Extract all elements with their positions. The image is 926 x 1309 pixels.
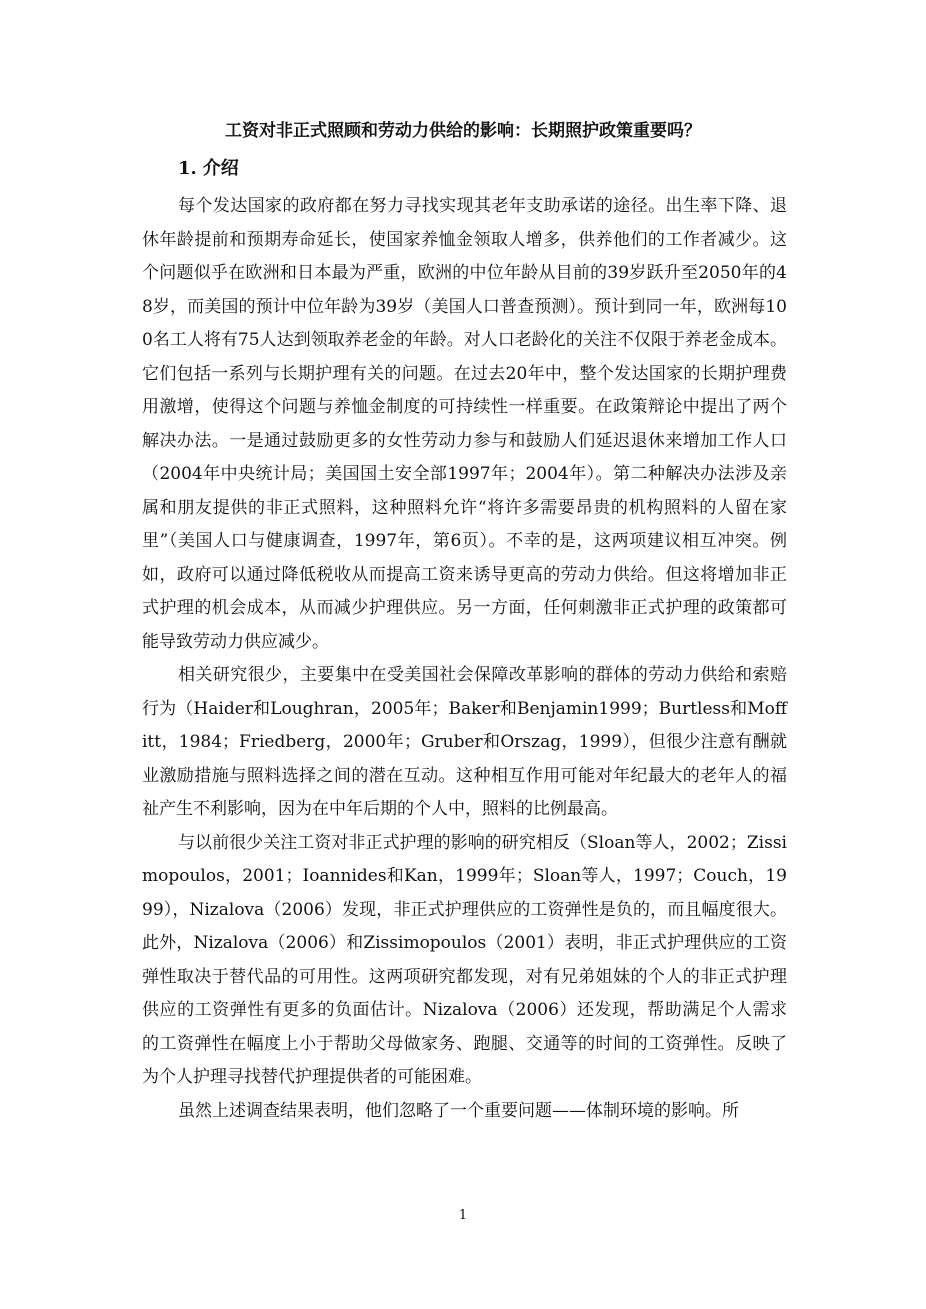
body-text (142, 190, 787, 1128)
section-heading (178, 156, 239, 182)
paragraph: 相关研究很少，主要集中在受美国社会保障改革影响的群体的劳动力供给和索赔行为（Haider和Loughran，2005年；Baker和Benjamin1999；Burtless和Moffitt，1984；Friedberg，2000年；Gruber和Orszag，1999），但很少注意有酬就业激励措施与照料选择之间的潜在互动。这种相互作用可能对年纪最大的老年人的福祉产生不利影响，因为在中年后期的个人中，照料的比例最高。 (142, 665, 787, 819)
paragraph: 每个发达国家的政府都在努力寻找实现其老年支助承诺的途径。出生率下降、退休年龄提前和预期寿命延长，使国家养恤金领取人增多，供养他们的工作者减少。这个问题似乎在欧洲和日本最为严重，欧洲的中位年龄从目前的39岁跃升至2050年的48岁，而美国的预计中位年龄为39岁（美国人口普查预测）。预计到同一年，欧洲每100名工人将有75人达到领取养老金的年龄。对人口老龄化的关注不仅限于养老金成本。它们包括一系列与长期护理有关的问题。在过去20年中，整个发达国家的长期护理费用激增，使得这个问题与养恤金制度的可持续性一样重要。在政策辩论中提出了两个解决办法。一是通过鼓励更多的女性劳动力参与和鼓励人们延迟退休来增加工作人口（2004年中央统计局；美国国土安全部1997年；2004年）。第二种解决办法涉及亲属和朋友提供的非正式照料，这种照料允许“将许多需要昂贵的机构照料的人留在家里”（美国人口与健康调查，1997年，第6页）。不幸的是，这两项建议相互冲突。例如，政府可以通过降低税收从而提高工资来诱导更高的劳动力供给。但这将增加非正式护理的机会成本，从而减少护理供应。另一方面，任何刺激非正式护理的政策都可能导致劳动力供应减少。 (142, 196, 787, 652)
document-title: 工资对非正式照顾和劳动力供给的影响：长期照护政策重要吗？ (225, 121, 701, 141)
paragraph: 与以前很少关注工资对非正式护理的影响的研究相反（Sloan等人，2002；Zissimopoulos，2001；Ioannides和Kan，1999年；Sloan等人，1997；Couch，1999），Nizalova（2006）发现，非正式护理供应的工资弹性是负的，而且幅度很大。此外，Nizalova（2006）和Zissimopoulos（2001）表明，非正式护理供应的工资弹性取决于替代品的可用性。这两项研究都发现，对有兄弟姐妹的个人的非正式护理供应的工资弹性有更多的负面估计。Nizalova（2006）还发现，帮助满足个人需求的工资弹性在幅度上小于帮助父母做家务、跑腿、交通等的时间的工资弹性。反映了为个人护理寻找替代护理提供者的可能困难。 (142, 832, 787, 1087)
page-number: 1 (458, 1208, 468, 1223)
paragraph: 虽然上述调查结果表明，他们忽略了一个重要问题——体制环境的影响。所 (178, 1100, 739, 1121)
section-number: 1. (178, 158, 197, 179)
section-title: 介绍 (202, 158, 239, 179)
